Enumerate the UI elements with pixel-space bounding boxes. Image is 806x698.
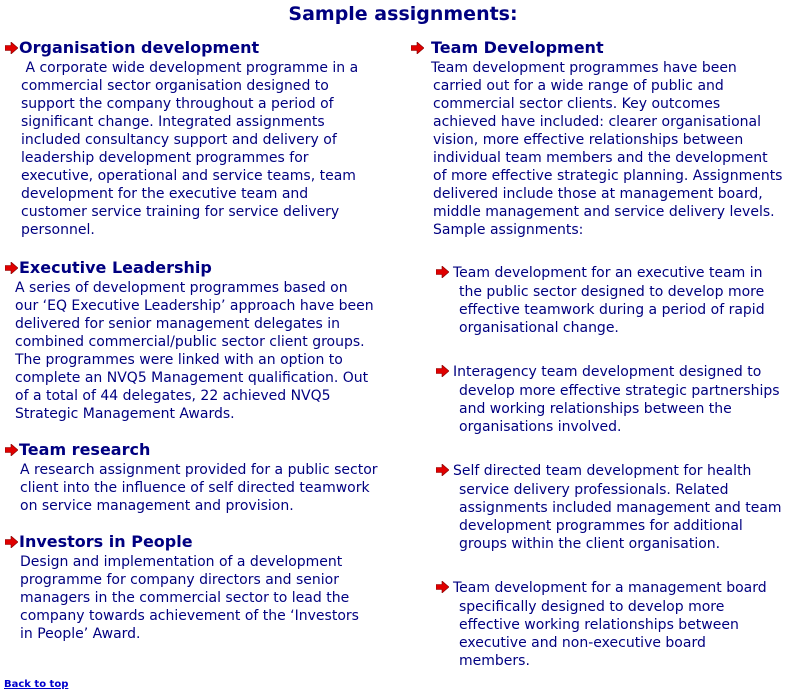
red-right-arrow-icon (436, 580, 449, 598)
section-heading: Investors in People (5, 532, 359, 553)
red-right-arrow-icon (5, 39, 18, 59)
section-heading: Team Development (411, 38, 782, 59)
section-team-development (411, 38, 782, 239)
team-development-item: Team development for a management board specifically designed to develop more effective working relationships between executive and non-executive board members. (436, 579, 806, 670)
section-heading: Team research (5, 440, 378, 461)
team-development-item: Interagency team development designed to develop more effective strategic partnerships and working relationships between the organisations involved. (436, 363, 806, 436)
section-heading: Executive Leadership (5, 258, 374, 279)
section-investors-in-people (5, 532, 359, 643)
section-heading: Organisation development (5, 38, 358, 59)
section-body: A research assignment provided for a public sector client into the influence of self directed teamwork on service management and provision. (20, 461, 378, 514)
red-right-arrow-icon (5, 533, 18, 553)
red-right-arrow-icon (436, 463, 449, 481)
page-title: Sample assignments: (288, 3, 518, 25)
section-executive-leadership (5, 258, 374, 423)
back-to-top-link[interactable]: Back to top (4, 679, 69, 690)
section-organisation-development (5, 38, 358, 239)
section-body: A corporate wide development programme in a commercial sector organisation designed to support the company throughout a period of significant change. Integrated assignments included consultancy support and delivery of leadership development programmes for executive, operational and service teams, team development for the executive team and customer service training for service delivery personnel. (21, 59, 359, 238)
section-body: Design and implementation of a development programme for company directors and senior managers in the commercial sector to lead the company towards achievement of the ‘Investors in People’ Award. (20, 553, 359, 642)
red-right-arrow-icon (5, 259, 18, 279)
red-right-arrow-icon (436, 265, 449, 283)
team-development-item: Self directed team development for health service delivery professionals. Related assignments included management and team development programmes for additional groups within the client organisation. (436, 462, 806, 553)
red-right-arrow-icon (5, 441, 18, 461)
section-body: Team development programmes have been carried out for a wide range of public and commercial sector clients. Key outcomes achieved have included: clearer organisational vision, more effective relationships between individual team members and the development of more effective strategic planning. Assignments delivered include those at management board, middle management and service delivery levels. Sample assignments: (431, 59, 783, 238)
section-team-research (5, 440, 378, 515)
team-development-item: Team development for an executive team in the public sector designed to develop more effective teamwork during a period of rapid organisational change. (436, 264, 806, 337)
red-right-arrow-icon (436, 364, 449, 382)
red-right-arrow-icon (411, 39, 424, 59)
section-body: A series of development programmes based on our ‘EQ Executive Leadership’ approach have been delivered for senior management delegates in combined commercial/public sector client groups. The programmes were linked with an option to complete an NVQ5 Management qualification. Out of a total of 44 delegates, 22 achieved NVQ5 Strategic Management Awards. (15, 279, 374, 422)
